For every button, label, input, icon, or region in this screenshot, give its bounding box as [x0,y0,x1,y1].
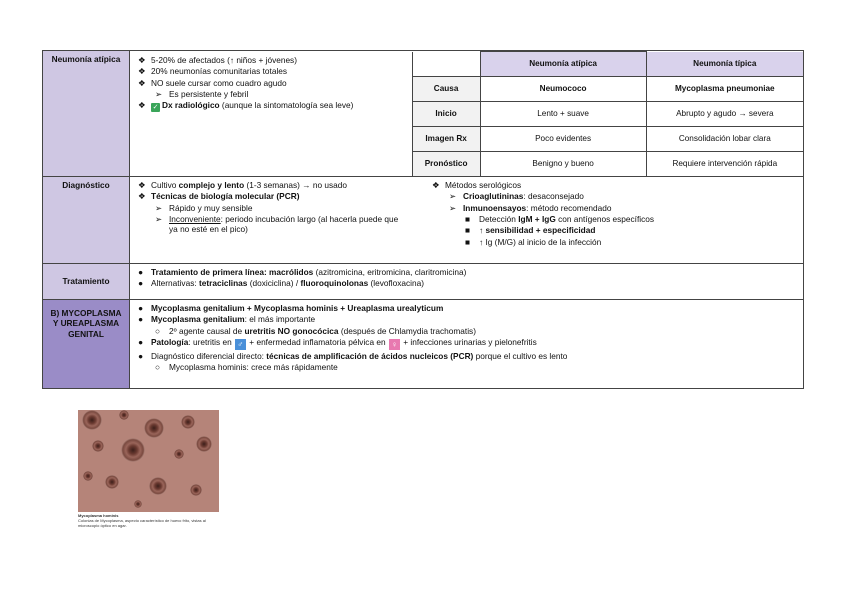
square-bullet-icon: ■ [465,236,471,247]
list-item: ❖ NO suele cursar como cuadro agudo [138,77,287,88]
list-item: ● Diagnóstico diferencial directo: técnicas de amplificación de ácidos nucleicos (PCR) porque el cultivo es lento [138,351,568,362]
circle-bullet-icon: ○ [155,362,161,373]
list-item: ■ ↑ Ig (M/G) al inicio de la infección [465,236,602,247]
check-icon: ✓ [152,104,159,112]
list-item: ■ Detección IgM + IgG con antígenos específicos [465,214,655,225]
arrow-bullet-icon: ➢ [155,202,162,213]
list-item: ❖ ✓ Dx radiológico (aunque la sintomatología sea leve) [138,100,354,112]
col-header-atipica: Neumonía atípica [480,52,646,77]
list-item: ❖ 5-20% de afectados (↑ niños + jóvenes) [138,55,297,65]
list-item: ■ ↑ sensibilidad + especificidad [465,225,596,236]
square-bullet-icon: ■ [465,214,471,225]
dot-bullet-icon: ● [138,314,144,325]
label-tratamiento: Tratamiento [43,264,130,300]
table-row: Inicio Lento + suave Abrupto y agudo → severa [412,102,803,127]
table-row: Imagen Rx Poco evidentes Consolidación lobar clara [412,127,803,152]
diamond-bullet-icon: ❖ [138,191,146,202]
male-icon: ♂ [235,339,246,350]
row-tratamiento [43,264,804,300]
dot-bullet-icon: ● [138,351,144,362]
list-item: ❖ 20% neumonías comunitarias totales [138,66,288,77]
notes-table [42,50,804,389]
table-row: Causa Neumococo Mycoplasma pneumoniae [412,77,803,102]
neumonia-notes [130,51,412,176]
list-item: ❖ Cultivo complejo y lento (1-3 semanas) → no usado [138,180,347,190]
colonies-illustration [78,410,219,512]
female-icon: ♀ [389,339,400,350]
arrow-bullet-icon: ➢ [155,214,162,225]
list-item: ➢ Inmunoensayos: método recomendado [449,202,612,213]
list-item: ○ 2º agente causal de uretritis NO gonocócica (después de Chlamydia trachomatis) [155,325,476,336]
dot-bullet-icon: ● [138,337,144,348]
diamond-bullet-icon: ❖ [432,180,440,190]
col-header-tipica: Neumonía típica [646,52,803,77]
circle-bullet-icon: ○ [155,325,161,336]
mycoplasma-colonies-photo [78,410,219,512]
list-item: ❖ Métodos serológicos [432,180,522,190]
diamond-bullet-icon: ❖ [138,100,146,111]
diamond-bullet-icon: ❖ [138,66,146,77]
figure-caption: Mycoplasma hominis Colonias de Mycoplasma, aspecto característico de huevo frito, vistas al microscopio óptico en agar. [78,513,206,528]
label-diagnostico: Diagnóstico [43,177,130,264]
arrow-bullet-icon: ➢ [449,191,456,202]
diamond-bullet-icon: ❖ [138,180,146,190]
row-genital [43,300,804,389]
list-item: ● Mycoplasma genitalium: el más importante [138,314,316,325]
label-neumonia: Neumonía atípica [43,51,130,177]
list-item: ○ Mycoplasma hominis: crece más rápidamente [155,362,338,373]
list-item: ➢ Inconveniente: periodo incubación largo (al hacerla puede que ya no esté en el pico) [155,214,399,235]
table-row: Pronóstico Benigno y bueno Requiere intervención rápida [412,152,803,177]
dot-bullet-icon: ● [138,267,144,277]
list-item: ● Tratamiento de primera línea: macrólidos (azitromicina, eritromicina, claritromicina) [138,267,467,277]
row-neumonia [43,51,804,177]
list-item: ➢ Es persistente y febril [155,89,249,100]
dot-bullet-icon: ● [138,303,144,313]
label-genital: B) MYCOPLASMA Y UREAPLASMA GENITAL [43,300,130,389]
list-item: ➢ Rápido y muy sensible [155,202,253,213]
list-item: ❖ Técnicas de biología molecular (PCR) [138,191,300,202]
comparison-table [412,51,803,176]
square-bullet-icon: ■ [465,225,471,236]
list-item: ➢ Crioaglutininas: desaconsejado [449,191,584,202]
row-diagnostico [43,177,804,264]
diamond-bullet-icon: ❖ [138,77,146,88]
list-item: ● Patología: uretritis en ♂ + enfermedad inflamatoria pélvica en ♀ + infecciones urinarias y pielonefritis [138,337,537,350]
arrow-bullet-icon: ➢ [155,89,162,100]
diamond-bullet-icon: ❖ [138,55,146,65]
arrow-bullet-icon: ➢ [449,202,456,213]
list-item: ● Mycoplasma genitalium + Mycoplasma hominis + Ureaplasma urealyticum [138,303,444,313]
list-item: ● Alternativas: tetraciclinas (doxiciclina) / fluoroquinolonas (levofloxacina) [138,278,424,289]
dot-bullet-icon: ● [138,278,144,289]
